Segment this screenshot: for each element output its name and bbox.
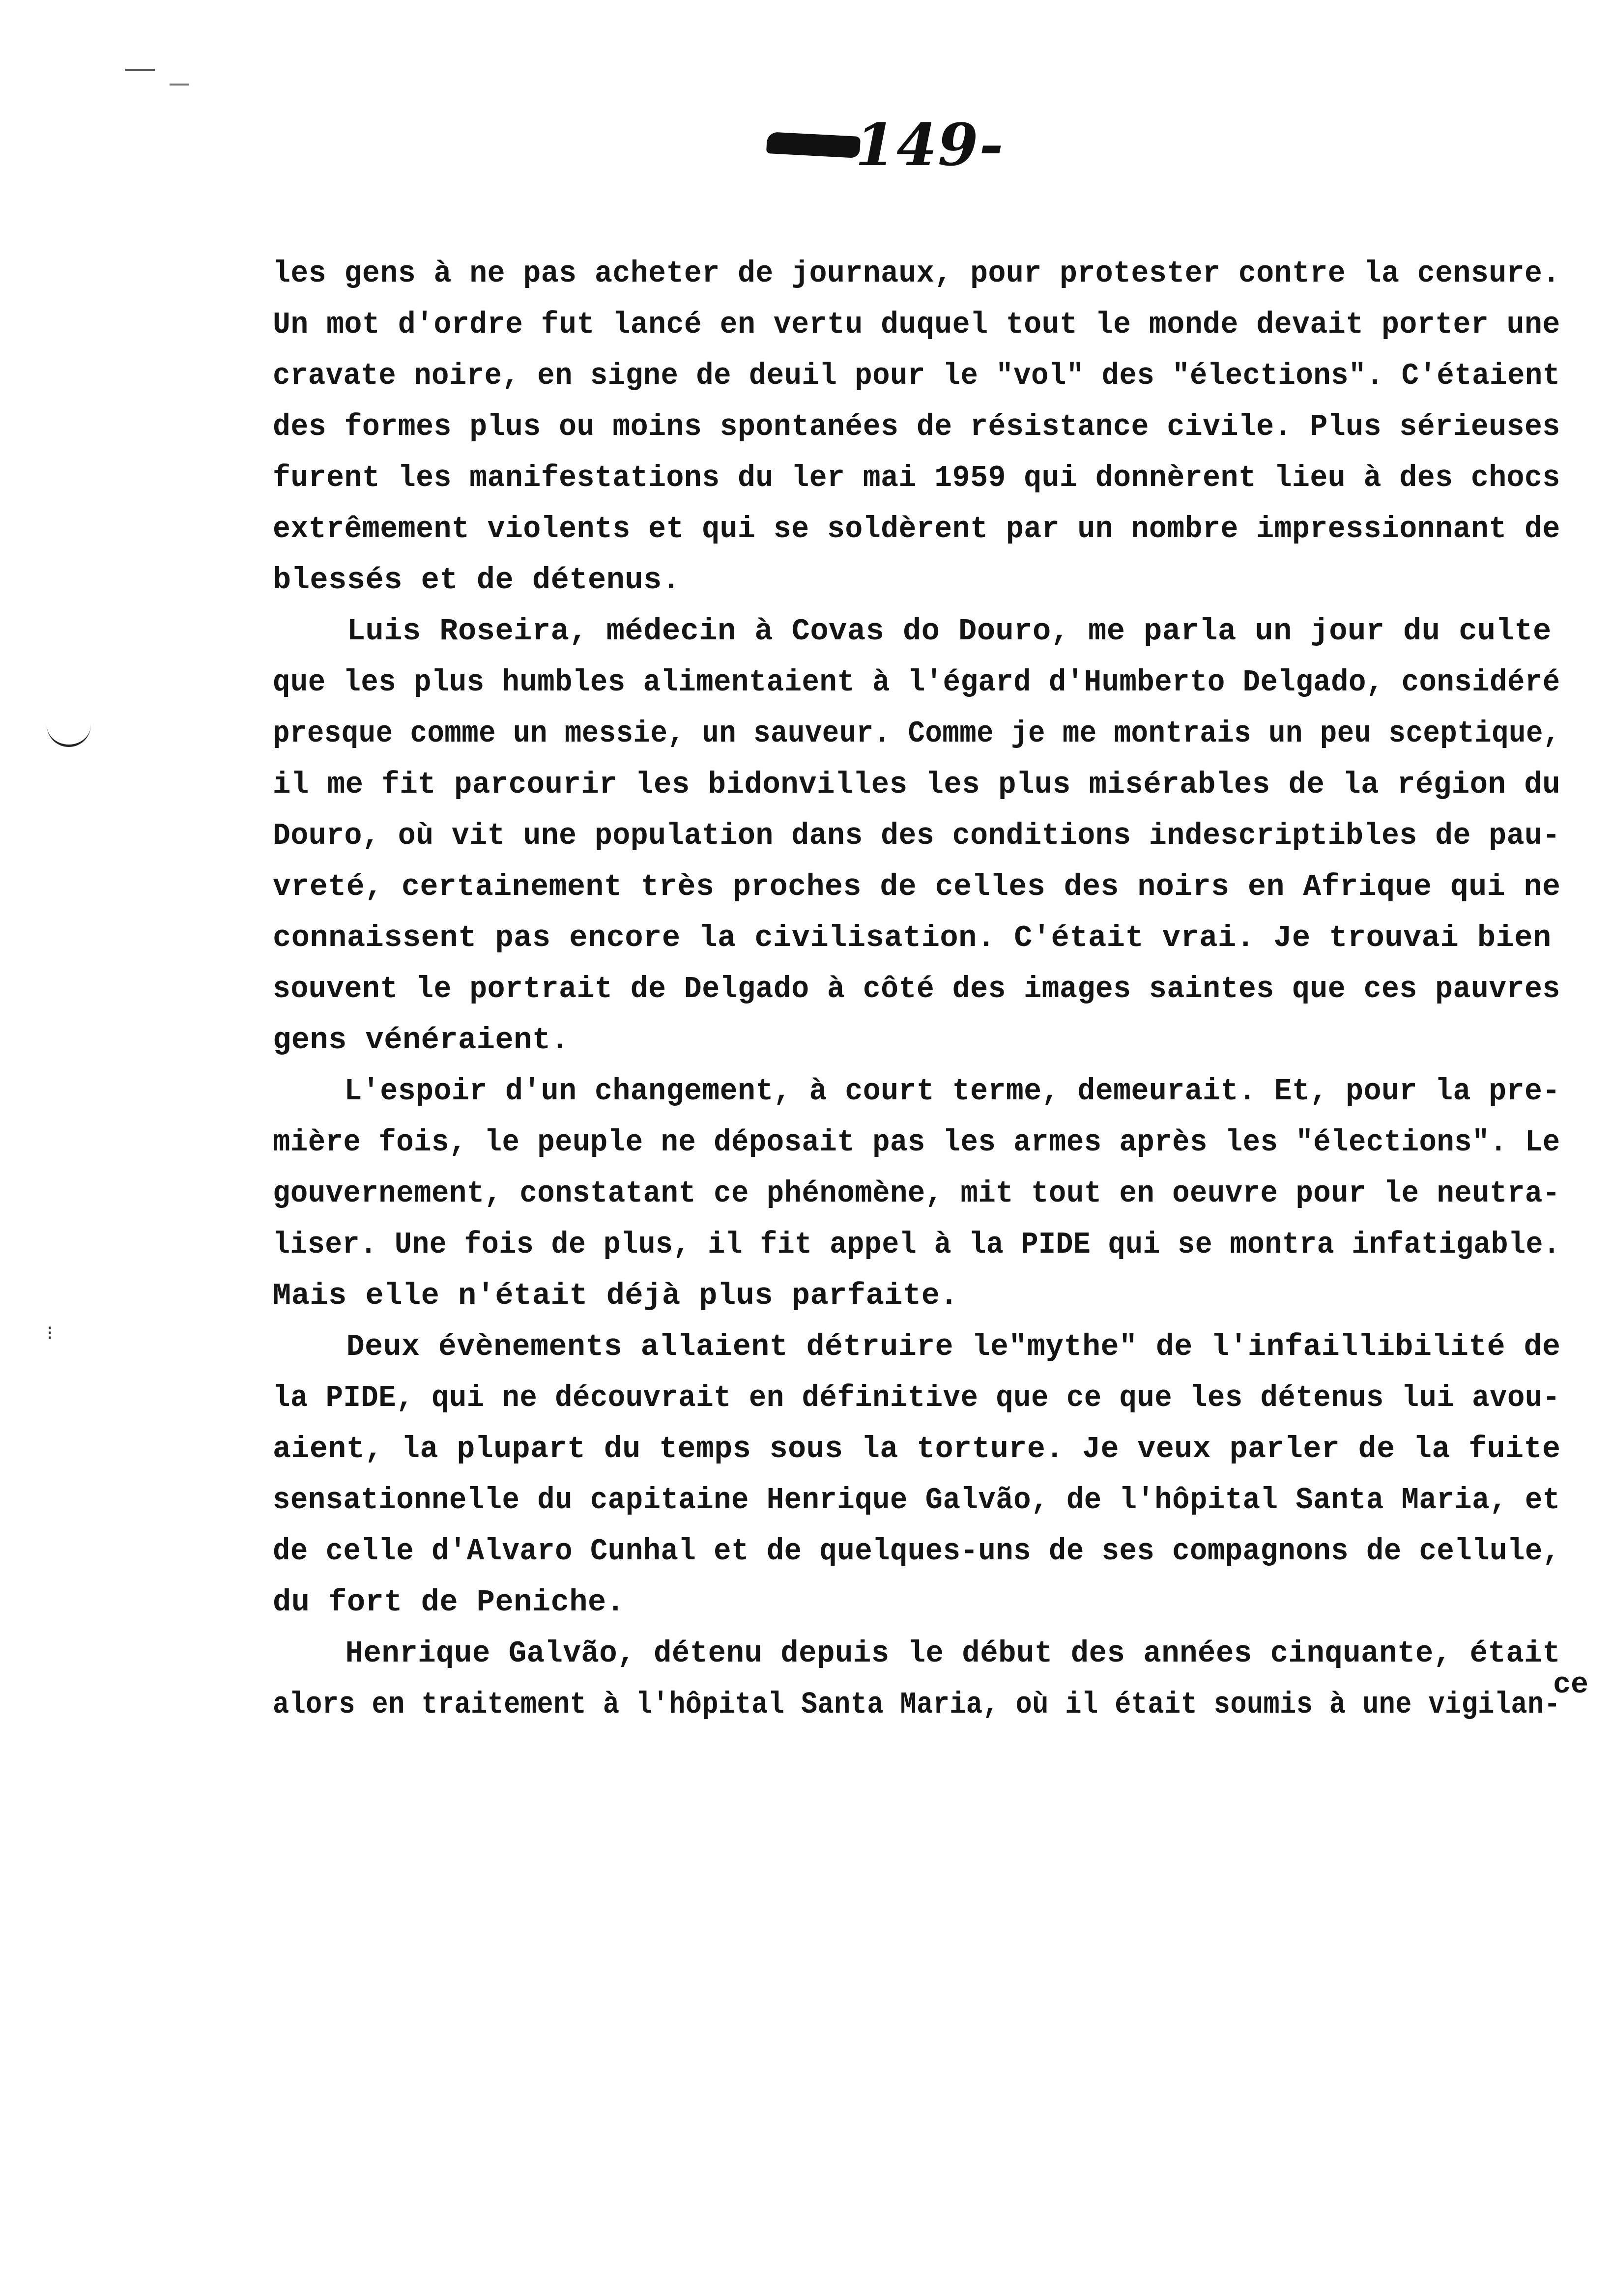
text-line: Luis Roseira, médecin à Covas do Douro, me parla un jour du culte: [273, 614, 1552, 649]
text-line: Deux évènements allaient détruire le"mythe" de l'infaillibilité de: [273, 1329, 1561, 1364]
text-line: presque comme un messie, un sauveur. Comme je me montrais un peu sceptique,: [273, 716, 1560, 751]
text-line: Henrique Galvão, détenu depuis le début des années cinquante, était: [273, 1636, 1561, 1671]
scan-artifact: [170, 84, 189, 86]
text-line: mière fois, le peuple ne déposait pas les armes après les "élections". Le: [273, 1125, 1560, 1160]
scan-artifact: [125, 69, 155, 71]
scan-artifact: ⁝: [47, 1322, 53, 1345]
text-line: Un mot d'ordre fut lancé en vertu duquel tout le monde devait porter une: [273, 307, 1560, 342]
text-line: il me fit parcourir les bidonvilles les plus misérables de la région du: [273, 767, 1561, 802]
text-line: vreté, certainement très proches de celles des noirs en Afrique qui ne: [273, 869, 1561, 904]
scan-artifact: [47, 725, 91, 747]
text-line: connaissent pas encore la civilisation. C'était vrai. Je trouvai bien: [273, 920, 1552, 955]
text-line: la PIDE, qui ne découvrait en définitive que ce que les détenus lui avou-: [273, 1380, 1560, 1415]
page-number: [767, 111, 1012, 189]
text-line: de celle d'Alvaro Cunhal et de quelques-uns de ses compagnons de cellule,: [273, 1534, 1560, 1569]
text-line: furent les manifestations du ler mai 1959 qui donnèrent lieu à des chocs: [273, 460, 1560, 495]
text-line: du fort de Peniche.: [273, 1585, 625, 1620]
text-line: blessés et de détenus.: [273, 563, 681, 598]
text-line: Douro, où vit une population dans des conditions indescriptibles de pau-: [273, 818, 1560, 853]
body-text: [273, 248, 1560, 1730]
struck-out-number: [766, 132, 861, 158]
text-line: les gens à ne pas acheter de journaux, pour protester contre la censure.: [273, 256, 1560, 291]
text-line: liser. Une fois de plus, il fit appel à la PIDE qui se montra infatigable.: [273, 1227, 1561, 1262]
text-line: souvent le portrait de Delgado à côté des images saintes que ces pauvres: [273, 972, 1560, 1006]
page-number-text: 149-: [855, 111, 1005, 179]
text-line: L'espoir d'un changement, à court terme, demeurait. Et, pour la pre-: [273, 1074, 1560, 1109]
text-line: aient, la plupart du temps sous la torture. Je veux parler de la fuite: [273, 1432, 1561, 1466]
text-line: cravate noire, en signe de deuil pour le "vol" des "élections". C'étaient: [273, 358, 1560, 393]
text-line: alors en traitement à l'hôpital Santa Maria, où il était soumis à une vigilan-: [273, 1687, 1561, 1722]
text-line: extrêmement violents et qui se soldèrent par un nombre impressionnant de: [273, 512, 1560, 546]
text-line: gouvernement, constatant ce phénomène, mit tout en oeuvre pour le neutra-: [273, 1176, 1560, 1211]
text-line: des formes plus ou moins spontanées de résistance civile. Plus sérieuses: [273, 409, 1560, 444]
continuation-syllable: ce: [1553, 1668, 1589, 1702]
text-line: gens vénéraient.: [273, 1023, 570, 1058]
text-line: sensationnelle du capitaine Henrique Galvão, de l'hôpital Santa Maria, et: [273, 1483, 1560, 1518]
text-line: que les plus humbles alimentaient à l'égard d'Humberto Delgado, considéré: [273, 665, 1560, 700]
text-line: Mais elle n'était déjà plus parfaite.: [273, 1278, 959, 1313]
